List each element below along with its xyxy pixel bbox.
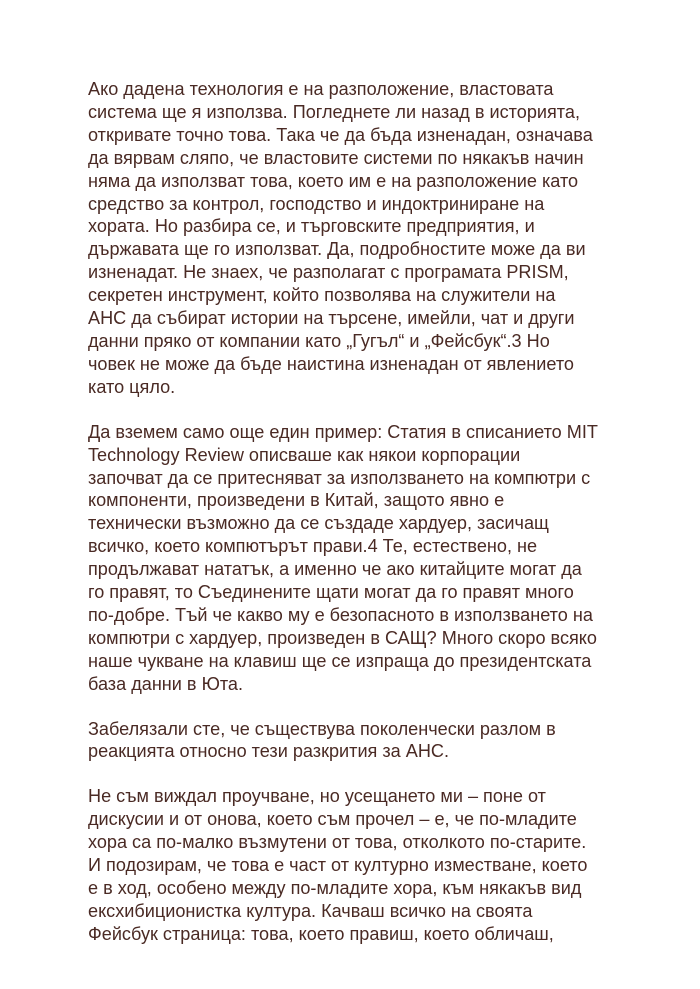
paragraph-3: Забелязали сте, че съществува поколенчески разлом в реакцията относно тези разкрития за АНС. <box>88 718 556 762</box>
paragraph-1: Ако дадена технология е на разположение, властовата система ще я използва. Погледнете ли назад в историята, откривате точно това. Така че да бъда изненадан, означава да вярвам сляпо, че властовите системи по някакъв начин няма да използват това, което им е на разположение като средство за контрол, господство и индоктриниране на хората. Но разбира се, и търговските предприятия, и държавата ще го използват. Да, подробностите може да ви изненадат. Не знаех, че разполагат с програмата PRISM, секретен инструмент, който позволява на служители на АНС да събират истории на търсене, имейли, чат и други данни пряко от компании като „Гугъл“ и „Фейсбук“.3 Но човек не може да бъде наистина изненадан от явлението като цяло. <box>88 79 593 397</box>
paragraph-2: Да вземем само още един пример: Статия в списанието MIT Technology Review описваше как някои корпорации започват да се притесняват за използването на компютри с компоненти, произведени в Китай, защото явно е технически възможно да се създаде хардуер, засичащ всичко, което компютърът прави.4 Те, естествено, не продължават нататък, а именно че ако китайците могат да го правят, то Съединените щати могат да го правят много по-добре. Тъй че какво му е безопасното в използването на компютри с хардуер, произведен в САЩ? Много скоро всяко наше чукване на клавиш ще се изпраща до президентската база данни в Юта. <box>88 421 598 694</box>
document-page <box>88 78 628 968</box>
paragraph-4: Не съм виждал проучване, но усещането ми – поне от дискусии и от онова, което съм прочел – е, че по-младите хора са по-малко възмутени от това, отколкото по-старите. И подозирам, че това е част от културно изместване, което е в ход, особено между по-младите хора, към някакъв вид ексхибиционистка култура. Качваш всичко на своята Фейсбук страница: това, което правиш, което обличаш, <box>88 786 588 944</box>
